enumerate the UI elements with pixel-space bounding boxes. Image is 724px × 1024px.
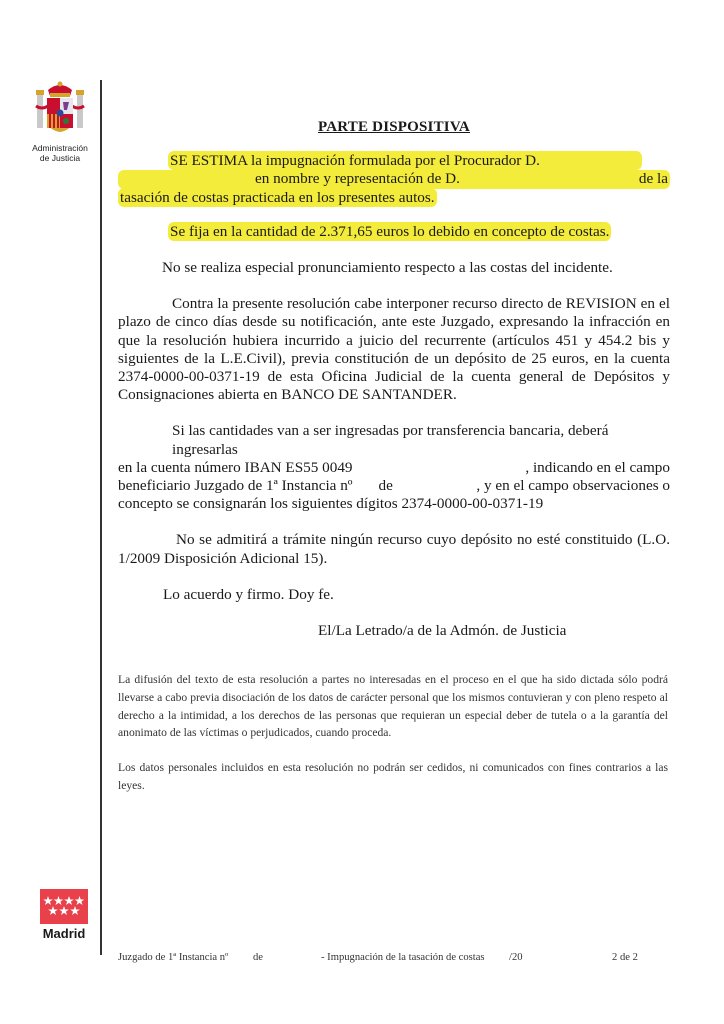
estimation-line-2b: de la	[638, 170, 668, 188]
footer-court: Juzgado de 1ª Instancia nº	[118, 952, 229, 963]
coat-of-arms-icon	[34, 80, 86, 136]
paragraph-amount	[118, 223, 670, 241]
transfer-line-4: concepto se consignarán los siguientes dígitos 2374-0000-00-0371-19	[118, 495, 544, 513]
highlight-line-1	[168, 151, 642, 170]
paragraph-recourse: Contra la presente resolución cabe interponer recurso directo de REVISION en el plazo de cinco días desde su notificación, ante este Juzgado, expresando la infracción en que la resolución hubiera incurrido a juicio del recurrente (artículos 451 y 454.2 bis y siguientes de la L.E.Civil), previa constitución de un depósito de 25 euros, en la cuenta 2374-0000-00-0371-19 de esta Oficina Judicial de la cuenta general de Depósitos y Consignaciones abierta en BANCO DE SANTANDER.	[118, 295, 670, 404]
transfer-line-3b: de	[378, 477, 393, 495]
administracion-justicia-logo	[28, 80, 92, 163]
document-title: PARTE DISPOSITIVA	[318, 119, 470, 135]
footer-subject: - Impugnación de la tasación de costas	[321, 952, 485, 963]
stars-icon	[40, 889, 88, 924]
estimation-line-1: SE ESTIMA la impugnación formulada por el Procurador D.	[170, 152, 540, 170]
paragraph-closing: Lo acuerdo y firmo. Doy fe.	[163, 585, 334, 603]
transfer-line-3a: beneficiario Juzgado de 1ª Instancia nº	[118, 477, 353, 495]
paragraph-costs: No se realiza especial pronunciamiento respecto a las costas del incidente.	[162, 259, 613, 277]
footer-year: /20	[509, 952, 523, 963]
document-body	[118, 116, 670, 640]
transfer-line-2b: , indicando en el campo	[525, 458, 670, 476]
highlight-line-2	[118, 170, 670, 188]
margin-rule	[100, 80, 102, 955]
transfer-line-1: Si las cantidades van a ser ingresadas por transferencia bancaria, deberá ingresarlas	[172, 422, 609, 458]
madrid-flag	[40, 889, 88, 924]
footer-de: de	[253, 952, 263, 963]
estimation-line-2a: en nombre y representación de D.	[255, 170, 460, 188]
transfer-line-2a: en la cuenta número IBAN ES55 0049	[118, 458, 353, 476]
paragraph-estimation	[118, 152, 670, 207]
amount-text: Se fija en la cantidad de 2.371,65 euros lo debido en concepto de costas.	[170, 222, 610, 240]
paragraph-transfer	[118, 422, 670, 513]
transfer-line-3c: , y en el campo observaciones o	[476, 477, 670, 495]
comunidad-madrid-logo	[39, 889, 89, 941]
privacy-notice-para2: Los datos personales incluidos en esta resolución no podrán ser cedidos, ni comunicados con fines contrarios a las leyes.	[118, 761, 668, 792]
paragraph-deposit: No se admitirá a trámite ningún recurso cuyo depósito no esté constituido (L.O. 1/2009 Disposición Adicional 15).	[118, 531, 670, 567]
footer-page-number: 2 de 2	[612, 952, 638, 963]
privacy-notice	[118, 671, 668, 795]
madrid-label: Madrid	[42, 926, 86, 941]
logo-label-line1: Administración	[32, 143, 88, 153]
logo-label-line2: de Justicia	[39, 153, 81, 163]
signature-line: El/La Letrado/a de la Admón. de Justicia	[318, 622, 567, 640]
estimation-line-3: tasación de costas practicada en los presentes autos.	[120, 188, 435, 206]
privacy-notice-para1: La difusión del texto de esta resolución a partes no interesadas en el proceso en el que ha sido dictada sólo podrá llevarse a cabo previa disociación de los datos de carácter personal que los mismos contuvieran y con pleno respeto al derecho a la intimidad, a los derechos de las personas que requieran un especial deber de tutela o a la garantía del anonimato de las víctimas o perjudicados, cuando proceda.	[118, 673, 668, 740]
